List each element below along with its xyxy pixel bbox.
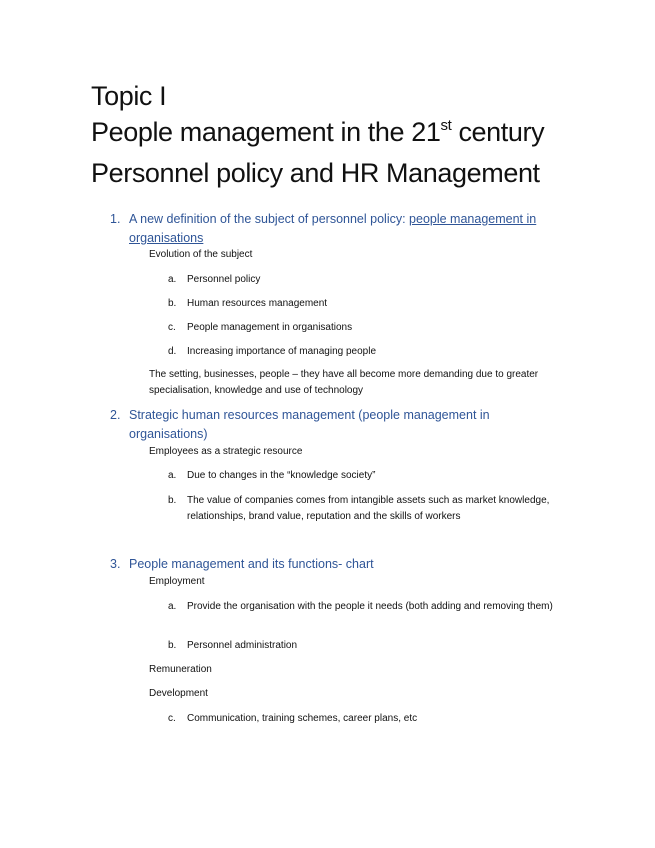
section-number: 2. bbox=[110, 408, 121, 422]
page-title bbox=[91, 78, 631, 191]
list-letter: c. bbox=[168, 713, 176, 724]
section-1-text: A new definition of the subject of personnel policy: bbox=[129, 212, 410, 226]
section-number: 1. bbox=[110, 212, 121, 226]
section-3-heading bbox=[110, 555, 570, 574]
section-1-heading bbox=[110, 210, 570, 248]
list-text: Human resources management bbox=[187, 298, 328, 309]
title-superscript: st bbox=[440, 117, 452, 134]
section-2-subheading: Employees as a strategic resource bbox=[149, 446, 303, 457]
section-text: Strategic human resources management (people management in organisations) bbox=[129, 408, 490, 441]
list-letter: b. bbox=[168, 640, 177, 651]
title-topic: Topic I bbox=[91, 81, 167, 111]
list-letter: b. bbox=[168, 298, 177, 309]
list-item bbox=[168, 320, 568, 336]
list-item bbox=[168, 272, 568, 288]
title-subject-end: century bbox=[451, 117, 545, 147]
list-letter: d. bbox=[168, 346, 177, 357]
list-item bbox=[168, 296, 568, 312]
list-item bbox=[168, 638, 568, 654]
section-3-subheading-employment: Employment bbox=[149, 576, 205, 587]
list-text: Provide the organisation with the people it needs (both adding and removing them) bbox=[187, 601, 553, 612]
list-text: Personnel administration bbox=[187, 640, 298, 651]
section-text bbox=[129, 210, 570, 248]
list-letter: a. bbox=[168, 601, 177, 612]
section-2-heading bbox=[110, 406, 570, 444]
list-item bbox=[168, 493, 553, 524]
section-1-subheading: Evolution of the subject bbox=[149, 249, 253, 260]
list-item bbox=[168, 711, 568, 727]
section-number: 3. bbox=[110, 557, 121, 571]
list-text: Communication, training schemes, career plans, etc bbox=[187, 713, 418, 724]
list-text: Increasing importance of managing people bbox=[187, 346, 377, 357]
list-letter: a. bbox=[168, 470, 177, 481]
list-letter: a. bbox=[168, 274, 177, 285]
list-item bbox=[168, 599, 563, 615]
section-1-link[interactable]: people management in organisations bbox=[129, 212, 537, 245]
section-text: People management and its functions- chart bbox=[129, 557, 374, 571]
list-text: People management in organisations bbox=[187, 322, 353, 333]
section-3-subheading-remuneration: Remuneration bbox=[149, 664, 212, 675]
list-text: Due to changes in the “knowledge society” bbox=[187, 470, 376, 481]
list-item bbox=[168, 344, 568, 360]
title-policy: Personnel policy and HR Management bbox=[91, 158, 540, 188]
title-subject-text: People management in the 21 bbox=[91, 117, 441, 147]
list-letter: c. bbox=[168, 322, 176, 333]
list-text: The value of companies comes from intangible assets such as market knowledge, relationships, brand value, reputation and the skills of workers bbox=[187, 495, 550, 522]
section-1-note: The setting, businesses, people – they have all become more demanding due to greater specialisation, knowledge and use of technology bbox=[149, 369, 539, 396]
list-item bbox=[168, 468, 568, 484]
section-3-subheading-development: Development bbox=[149, 688, 208, 699]
list-text: Personnel policy bbox=[187, 274, 261, 285]
list-letter: b. bbox=[168, 495, 177, 506]
title-subject bbox=[91, 114, 631, 155]
